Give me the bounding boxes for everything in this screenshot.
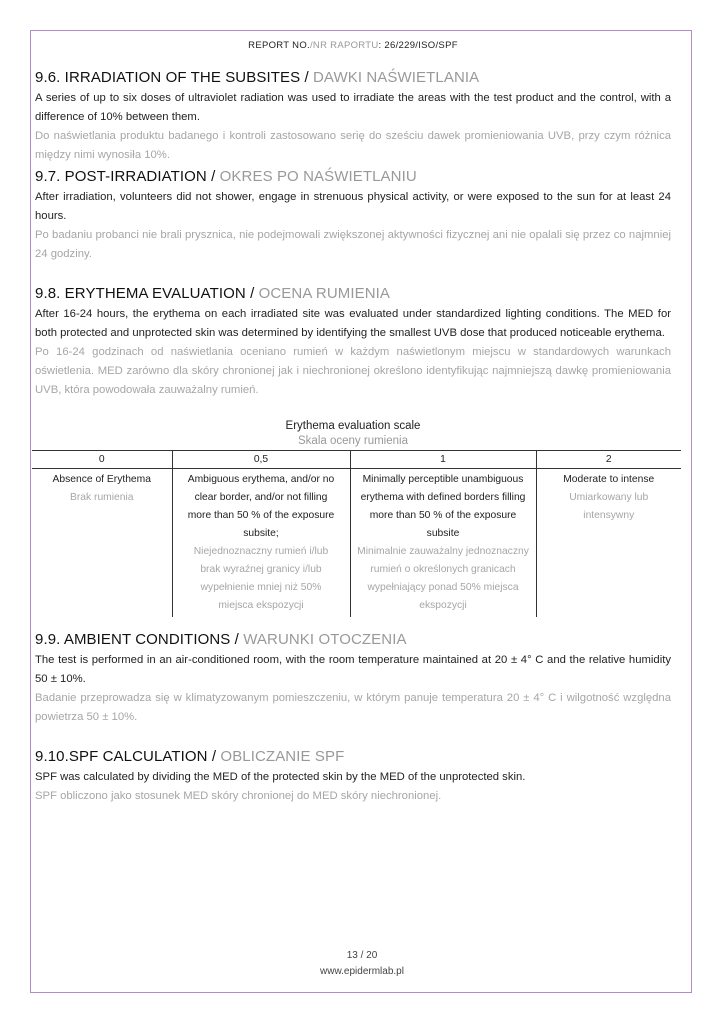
page-content [35,40,671,809]
section-9-6 [35,69,671,165]
report-no-en: REPORT NO. [248,40,310,51]
report-no-value: : 26/229/ISO/SPF [378,40,458,51]
scale-cell-0-5: Ambiguous erythema, and/or no clear border, and/or not filling more than 50 % of the exposure subsite; Niejednoznaczny rumień i/lub brak wyraźnej granicy i/lub wypełnienie mniej niż 50% miejsca ekspozycji [172,469,350,618]
section-title: 9.6. IRRADIATION OF THE SUBSITES / DAWKI NAŚWIETLANIA [35,69,480,86]
section-title: 9.10.SPF CALCULATION / OBLICZANIE SPF [35,748,345,765]
section-text-pl: SPF obliczono jako stosunek MED skóry chronionej do MED skóry niechronionej. [35,790,442,802]
section-text-en: After irradiation, volunteers did not shower, engage in strenuous physical activity, or were exposed to the sun for at least 24 hours. [35,191,671,222]
section-9-10 [35,748,671,806]
section-title: 9.9. AMBIENT CONDITIONS / WARUNKI OTOCZENIA [35,631,407,648]
section-title: 9.8. ERYTHEMA EVALUATION / OCENA RUMIENIA [35,285,391,302]
section-text-en: SPF was calculated by dividing the MED of the protected skin by the MED of the unprotected skin. [35,771,526,783]
section-9-7 [35,168,671,264]
page-footer [0,950,724,982]
section-text-pl: Do naświetlania produktu badanego i kontroli zastosowano serię do sześciu dawek promieniowania UVB, przy czym różnica między nimi wynosiła 10%. [35,130,671,161]
section-title: 9.7. POST-IRRADIATION / OKRES PO NAŚWIETLANIU [35,168,417,185]
section-text-pl: Badanie przeprowadza się w klimatyzowanym pomieszczeniu, w którym panuje temperatura 20 ± 4° C i wilgotność względna powietrza 50 ± 10%. [35,692,671,723]
section-9-8 [35,285,671,400]
report-no-sep: / [309,40,313,51]
section-text-en: A series of up to six doses of ultraviolet radiation was used to irradiate the areas with the test product and the control, with a difference of 10% between them. [35,92,671,123]
section-text-en: The test is performed in an air-conditioned room, with the room temperature maintained at 20 ± 4° C and the relative humidity 50 ± 10%. [35,654,671,685]
scale-subtitle: Skala oceny rumienia [298,435,408,447]
section-9-9 [35,631,671,727]
scale-header: 0 [32,451,172,469]
scale-header: 1 [350,451,536,469]
section-text-pl: Po badaniu probanci nie brali prysznica, nie podejmowali zwiększonej aktywności fizycznej ani nie opalali się przez co najmniej 24 godziny. [35,229,671,260]
section-text-en: After 16-24 hours, the erythema on each irradiated site was evaluated under standardized lighting conditions. The MED for both protected and unprotected skin was determined by identifying the smallest UVB dose that produced noticeable erythema. [35,308,671,339]
report-no-pl: NR RAPORTU [312,40,379,51]
erythema-scale-table [32,450,681,617]
scale-header: 2 [536,451,681,469]
section-text-pl: Po 16-24 godzinach od naświetlania oceniano rumień w każdym naświetlonym miejscu w standardowych warunkach oświetlenia. MED zarówno dla skóry chronionej jak i niechronionej określono identyfikując najmniejszą dawkę promieniowania UVB, która powodowała zauważalny rumień. [35,346,671,396]
scale-cell-0: Absence of Erythema Brak rumienia [52,474,151,503]
page-number: 13 / 20 [346,950,378,961]
scale-title: Erythema evaluation scale [285,420,421,432]
scale-cell-1: Minimally perceptible unambiguous erythema with defined borders filling more than 50 % of the exposure subsite Minimalnie zauważalny jednoznaczny rumień o określonych granicach wypełniający ponad 50% miejsca ekspozycji [350,469,536,618]
report-number [35,40,671,51]
scale-cell-2: Moderate to intense Umiarkowany lub intensywny [536,469,681,618]
scale-header: 0,5 [172,451,350,469]
website-link[interactable]: www.epidermlab.pl [320,966,404,977]
